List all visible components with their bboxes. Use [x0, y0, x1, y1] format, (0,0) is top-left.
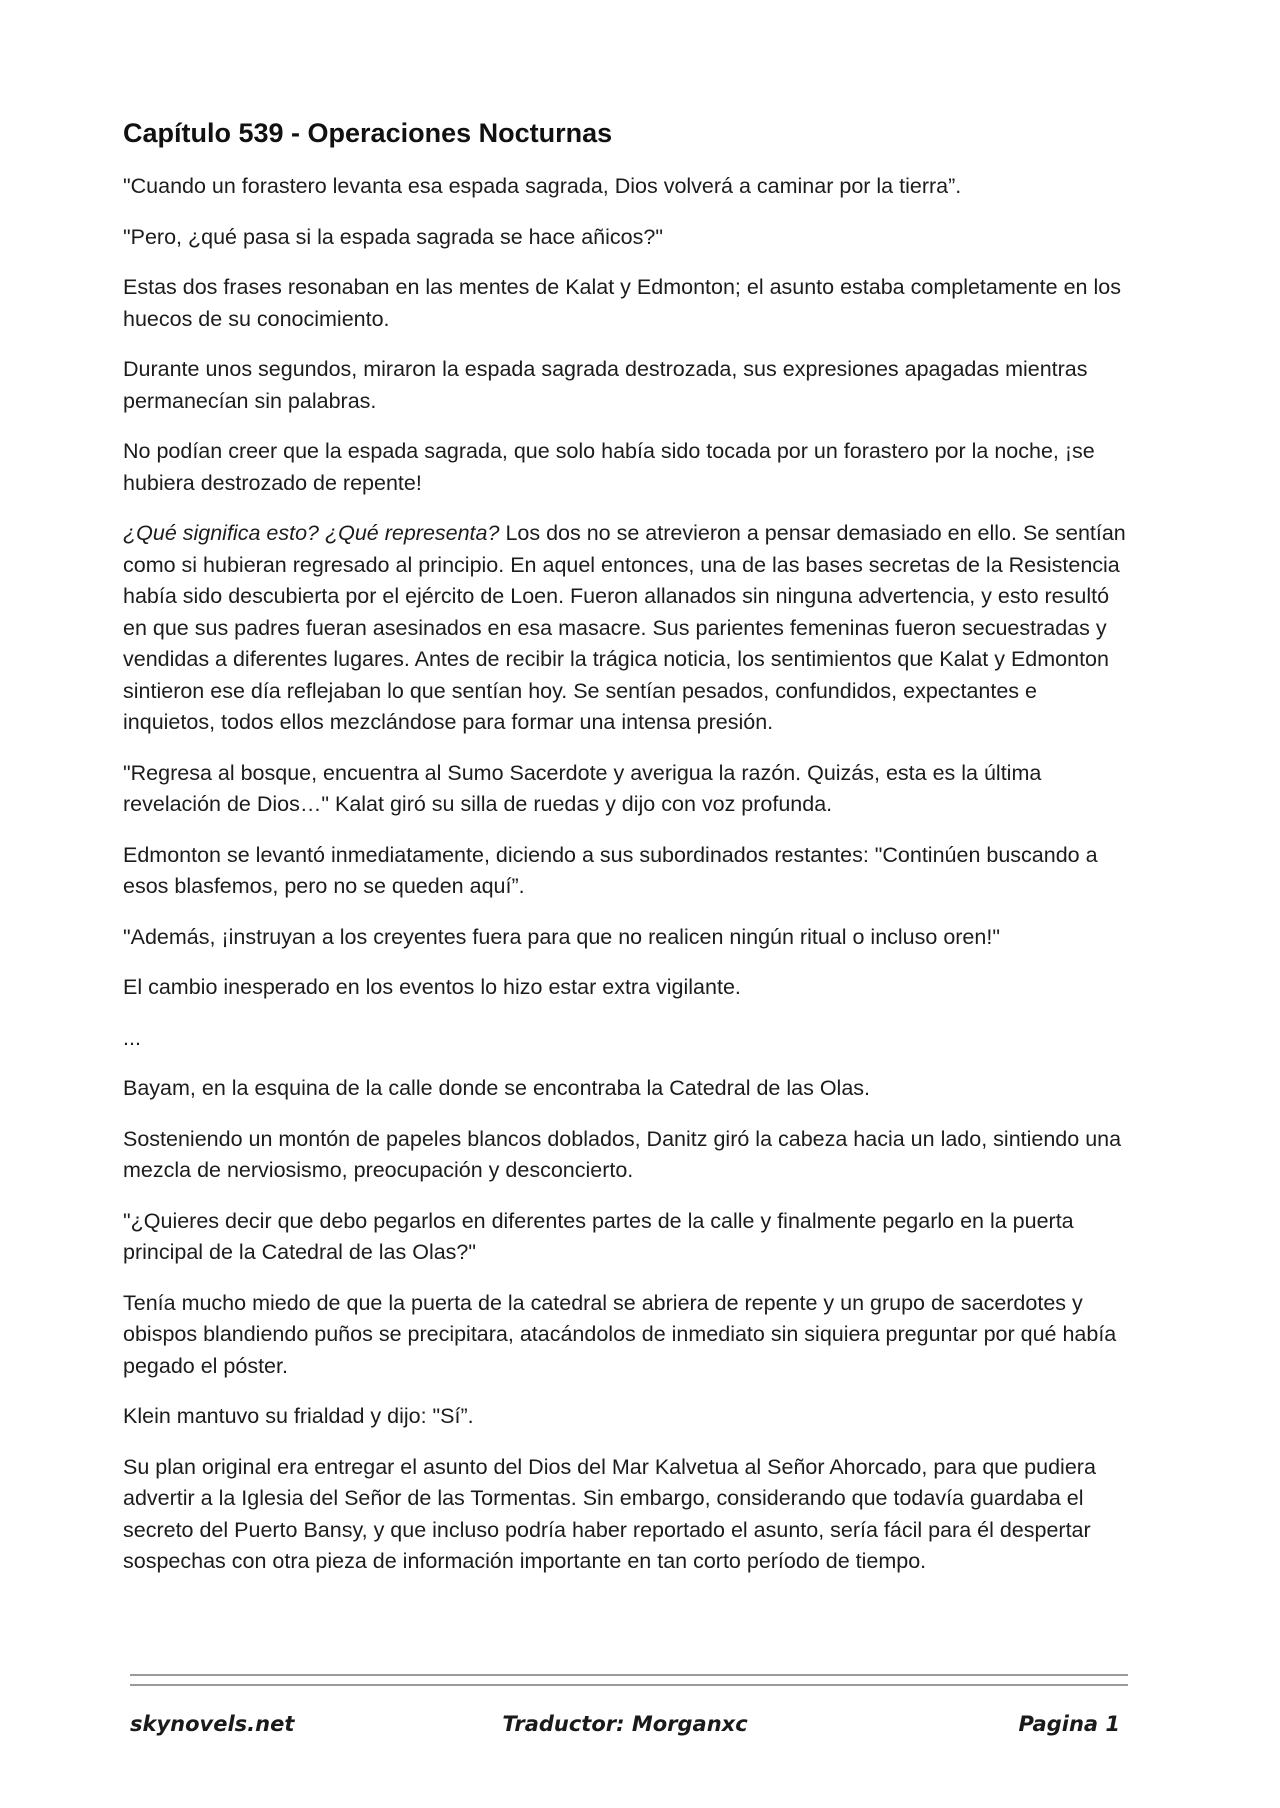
- italic-thought: ¿Qué significa esto? ¿Qué representa?: [123, 521, 500, 545]
- paragraph: Klein mantuvo su frialdad y dijo: "Sí”.: [123, 1404, 474, 1428]
- paragraph: "¿Quieres decir que debo pegarlos en diferentes partes de la calle y finalmente pegarlo en la puerta principal de la Catedral de las Olas?": [123, 1208, 1074, 1264]
- paragraph: Bayam, en la esquina de la calle donde se encontraba la Catedral de las Olas.: [123, 1076, 870, 1100]
- scene-break: ...: [123, 1025, 141, 1050]
- footer-translator: Traductor: Morganxc: [502, 1712, 748, 1736]
- footer-site: skynovels.net: [130, 1712, 295, 1736]
- paragraph: [123, 518, 1133, 739]
- page-footer: [130, 1712, 1120, 1748]
- paragraph: Estas dos frases resonaban en las mentes de Kalat y Edmonton; el asunto estaba completamente en los huecos de su conocimiento.: [123, 275, 1121, 331]
- chapter-title: Capítulo 539 - Operaciones Nocturnas: [123, 118, 613, 148]
- paragraph: Sosteniendo un montón de papeles blancos doblados, Danitz giró la cabeza hacia un lado, sintiendo una mezcla de nerviosismo, preocupación y desconcierto.: [123, 1126, 1122, 1182]
- paragraph: Durante unos segundos, miraron la espada sagrada destrozada, sus expresiones apagadas mientras permanecían sin palabras.: [123, 357, 1088, 413]
- paragraph: "Además, ¡instruyan a los creyentes fuera para que no realicen ningún ritual o incluso oren!": [123, 924, 1000, 949]
- document-body: [123, 118, 1133, 1597]
- paragraph: "Cuando un forastero levanta esa espada sagrada, Dios volverá a caminar por la tierra”.: [123, 174, 962, 198]
- footer-divider: [130, 1674, 1128, 1676]
- paragraph: El cambio inesperado en los eventos lo hizo estar extra vigilante.: [123, 975, 741, 999]
- footer-divider: [130, 1684, 1128, 1686]
- paragraph-text: Los dos no se atrevieron a pensar demasiado en ello. Se sentían como si hubieran regresado al principio. En aquel entonces, una de las bases secretas de la Resistencia había sido descubierta por el ejército de Loen. Fueron allanados sin ninguna advertencia, y esto resultó en que sus padres fueran asesinados en esa masacre. Sus parientes femeninas fueron secuestradas y vendidas a diferentes lugares. Antes de recibir la trágica noticia, los sentimientos que Kalat y Edmonton sintieron ese día reflejaban lo que sentían hoy. Se sentían pesados, confundidos, expectantes e inquietos, todos ellos mezclándose para formar una intensa presión.: [123, 521, 1126, 734]
- footer-page-number: Pagina 1: [1018, 1712, 1120, 1736]
- paragraph: Tenía mucho miedo de que la puerta de la catedral se abriera de repente y un grupo de sacerdotes y obispos blandiendo puños se precipitara, atacándolos de inmediato sin siquiera preguntar por qué había pegado el póster.: [123, 1290, 1117, 1378]
- paragraph: No podían creer que la espada sagrada, que solo había sido tocada por un forastero por la noche, ¡se hubiera destrozado de repente!: [123, 439, 1095, 495]
- paragraph: Su plan original era entregar el asunto del Dios del Mar Kalvetua al Señor Ahorcado, para que pudiera advertir a la Iglesia del Señor de las Tormentas. Sin embargo, considerando que todavía guardaba el secreto del Puerto Bansy, y que incluso podría haber reportado el asunto, sería fácil para él despertar sospechas con otra pieza de información importante en tan corto período de tiempo.: [123, 1454, 1096, 1573]
- paragraph: Edmonton se levantó inmediatamente, diciendo a sus subordinados restantes: "Continúen buscando a esos blasfemos, pero no se queden aquí”.: [123, 842, 1098, 898]
- paragraph: "Pero, ¿qué pasa si la espada sagrada se hace añicos?": [123, 224, 663, 249]
- paragraph: "Regresa al bosque, encuentra al Sumo Sacerdote y averigua la razón. Quizás, esta es la última revelación de Dios…" Kalat giró su silla de ruedas y dijo con voz profunda.: [123, 760, 1042, 816]
